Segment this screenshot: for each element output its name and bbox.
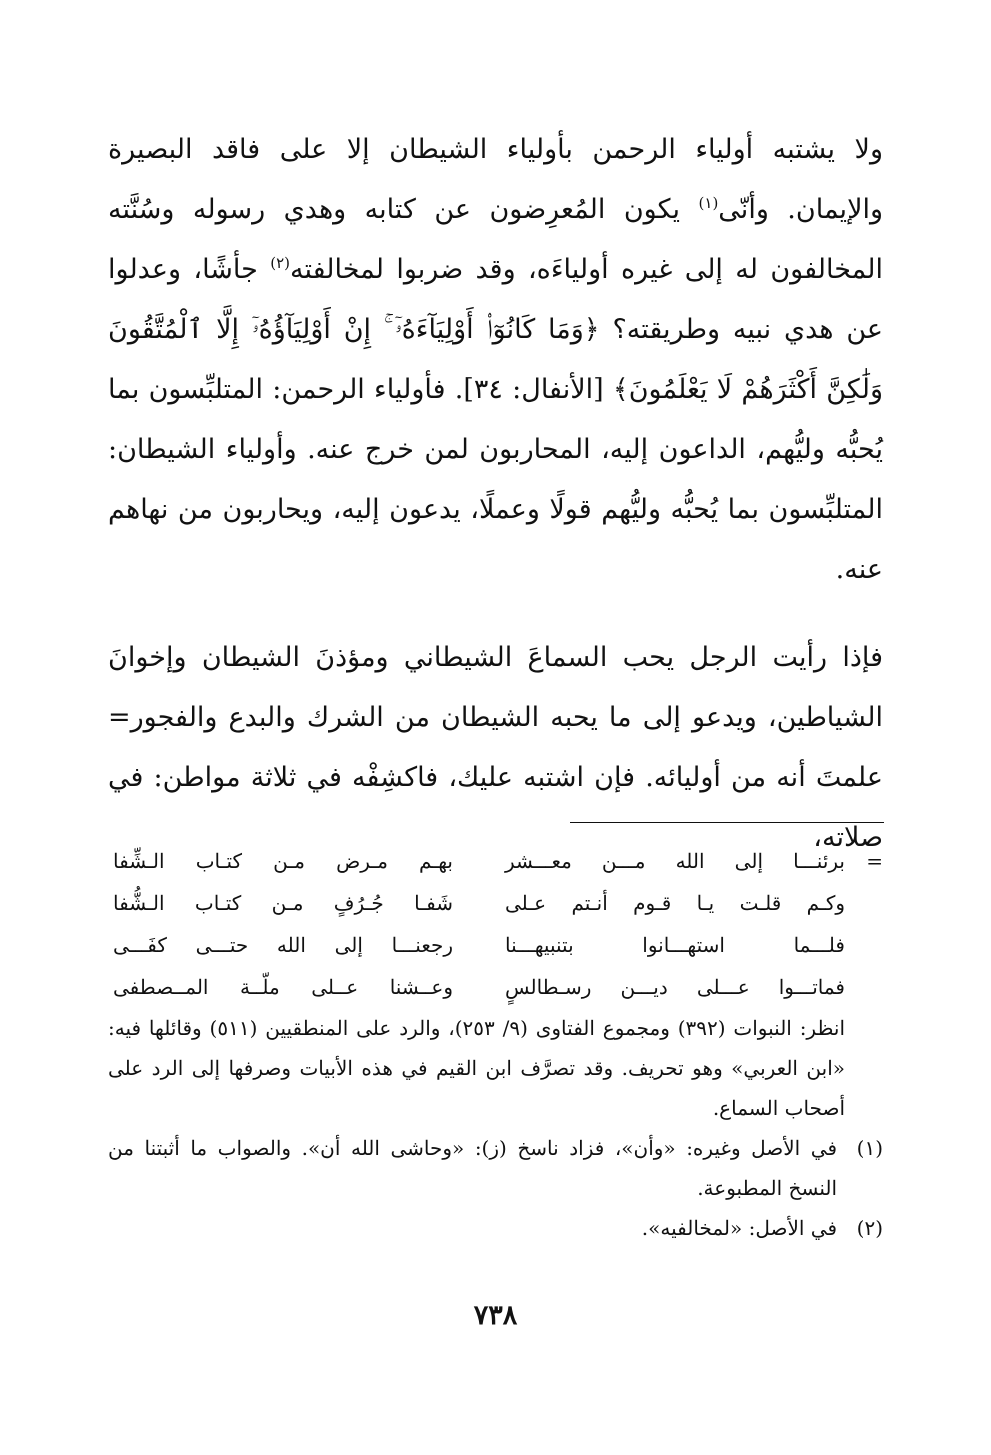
verse-row xyxy=(108,882,883,924)
paragraph-2: فإذا رأيت الرجل يحب السماعَ الشيطاني ومؤذنَ الشيطان وإخوانَ الشياطين، ويدعو إلى ما يحبه الشيطان من الشرك والبدع والفجور= علمتَ أنه من أوليائه. فإن اشتبه عليك، فاكشِفْه في ثلاثة مواطن: في صلاته، xyxy=(108,642,883,853)
verse-row xyxy=(108,924,883,966)
footnote-text: في الأصل وغيره: «وأن»، فزاد ناسخ (ز): «وحاشى الله أن». والصواب ما أثبتنا من النسخ المطبوعة. xyxy=(108,1136,837,1200)
footnotes xyxy=(108,840,883,1248)
quran-citation: [الأنفال: ٣٤]. xyxy=(454,374,613,405)
verse-first-hemistich: فلـــما استهـــانوا بتنبيهـــنا xyxy=(505,933,845,957)
continuation-mark: = xyxy=(866,849,883,873)
text-run: يكون المُعرِضون عن كتابه وهدي رسوله وسُنَّته المخالفون له إلى غيره أولياءَه، وقد ضربوا لمخالفته xyxy=(108,194,883,285)
footnote-2 xyxy=(108,1208,883,1248)
verse-second-hemistich: رجعنـــا إلى الله حتـــى كفَـــى xyxy=(113,933,453,957)
text-run: فأولياء الرحمن: المتلبِّسون بما يُحبُّه وليُّهم، الداعون إليه، المحاربون لمن خرج عنه. وأولياء الشيطان: المتلبِّسون بما يُحبُّه وليُّهم قولًا وعملًا، يدعون إليه، ويحاربون من نهاهم عنه. xyxy=(108,374,883,585)
footnote-continuation-text: انظر: النبوات (٣٩٢) ومجموع الفتاوى (٩/ ٢٥٣)، والرد على المنطقيين (٥١١) وقائلها فيه: «ابن العربي» وهو تحريف. وقد تصرَّف ابن القيم في هذه الأبيات وصرفها إلى الرد على أصحاب السماع. xyxy=(108,1016,845,1120)
paragraph-1 xyxy=(108,120,883,600)
text-run: جأشًا، وعدلوا عن هدي نبيه وطريقته؟ xyxy=(108,254,884,345)
footnote-number: (٢) xyxy=(856,1216,883,1240)
verse-first-hemistich: برئنـــا إلى الله مـــن معـــشر xyxy=(505,849,845,873)
verse-row xyxy=(108,966,883,1008)
verse-first-hemistich: وكـم قلـت يـا قـوم أنـتم عـلى xyxy=(505,891,845,915)
footnote-1 xyxy=(108,1128,883,1208)
main-text xyxy=(108,120,883,868)
quran-verse: ﴿وَمَا كَانُوٓا۟ أَوْلِيَآءَهُۥٓ ۚ إِنْ أَوْلِيَآؤُهُۥٓ إِلَّا ٱلْمُتَّقُونَ وَلَٰكِنَّ أَكْثَرَهُمْ لَا يَعْلَمُونَ﴾ xyxy=(108,314,883,405)
footnote-ref-1[interactable]: (١) xyxy=(698,194,719,212)
verse-first-hemistich: فماتـــوا عـــلى ديـــن رسـطالسٍ xyxy=(505,975,845,999)
footnote-text: في الأصل: «لمخالفيه». xyxy=(641,1216,837,1240)
verse-row xyxy=(108,840,883,882)
text-run: ولا يشتبه أولياء الرحمن بأولياء الشيطان إلا على فاقد البصيرة والإيمان. وأنّى xyxy=(108,134,884,225)
verse-second-hemistich: شَفـا جُـرُفٍ مـن كتـاب الـشُّفا xyxy=(113,891,453,915)
footnote-ref-2[interactable]: (٢) xyxy=(270,254,290,272)
verse-second-hemistich: وعــشنا عــلى ملّــة المــصطفى xyxy=(113,975,453,999)
footnote-separator xyxy=(570,822,884,823)
footnote-number: (١) xyxy=(856,1136,883,1160)
verse-second-hemistich: بهـم مـرض مـن كتـاب الـشِّفا xyxy=(113,849,453,873)
page-number: ٧٣٨ xyxy=(473,1300,518,1331)
